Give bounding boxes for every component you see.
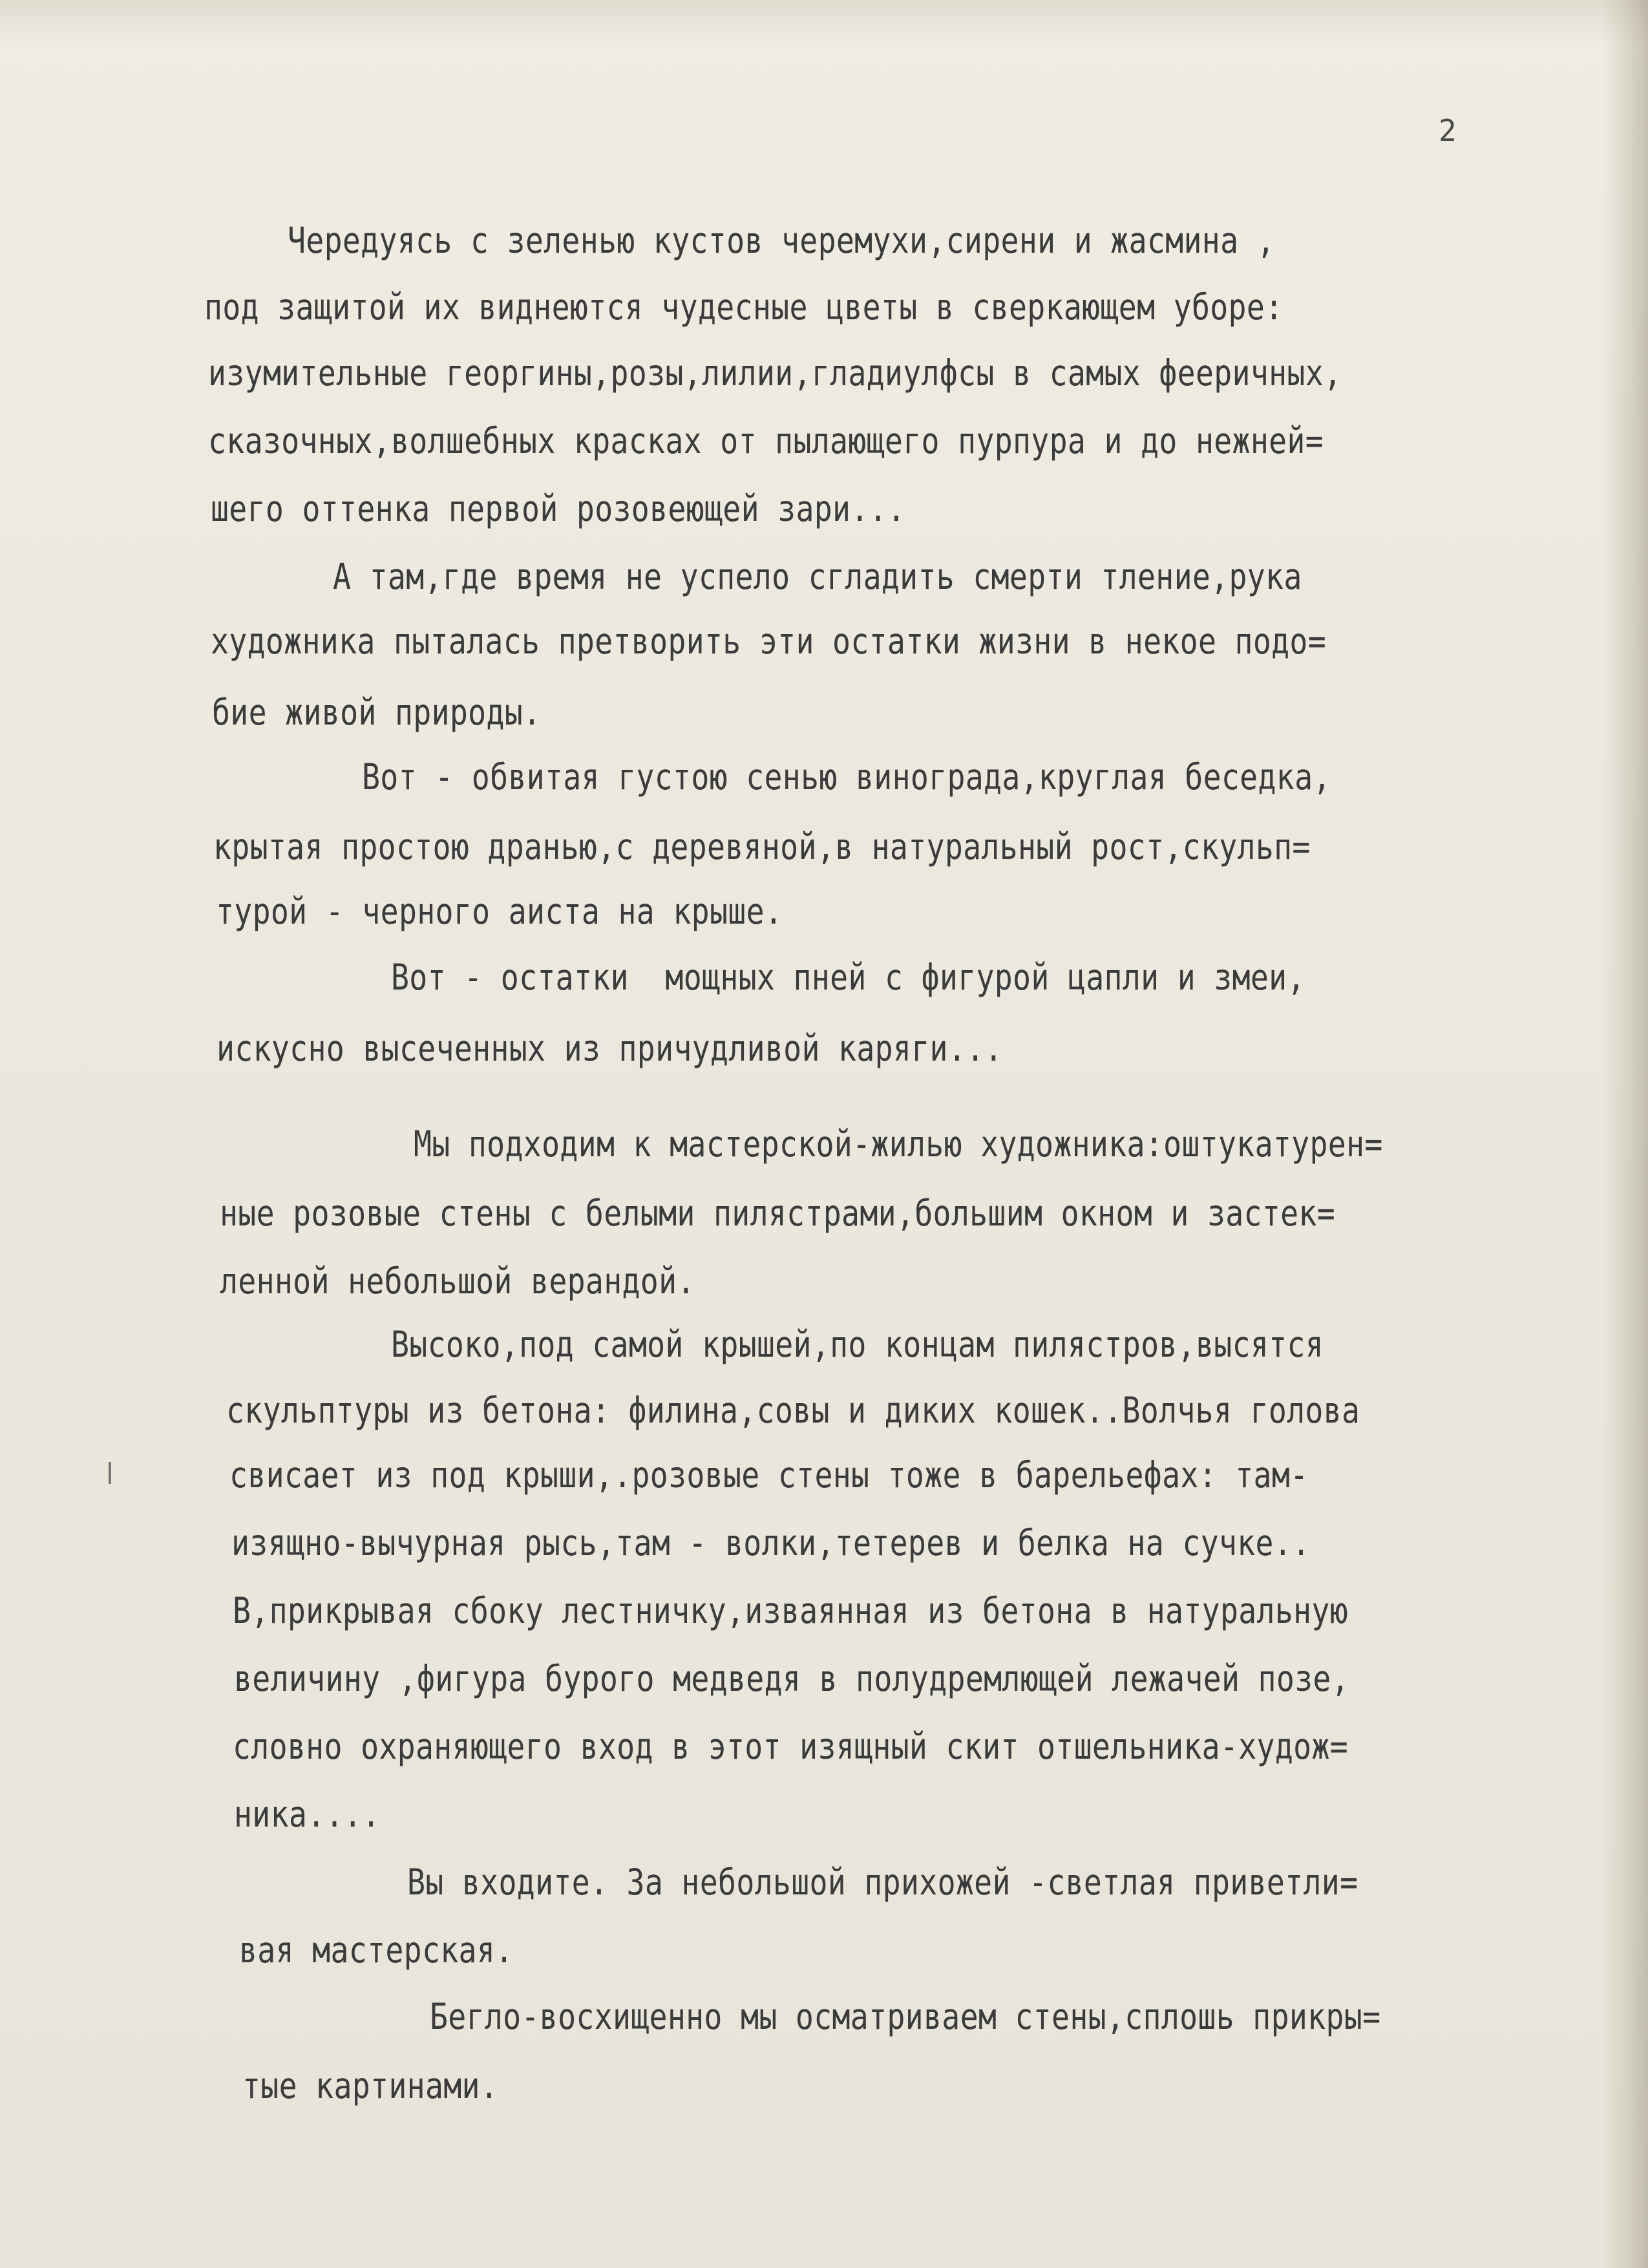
text-line: вая мастерская. [239,1929,514,1971]
text-line: шего оттенка первой розовеющей зари... [211,488,906,529]
text-line: ника.... [234,1794,381,1835]
text-line: крытая простою дранью,с деревяной,в натуральный рост,скульп= [213,826,1311,867]
text-line: турой - черного аиста на крыше. [216,891,783,932]
text-line: художника пыталась претворить эти остатки жизни в некое подо= [211,620,1327,662]
text-line: словно охраняющего вход в этот изящный скит отшельника-худож= [233,1726,1349,1767]
paper-right-edge [1603,0,1648,2268]
text-line: Чередуясь с зеленью кустов черемухи,сирени и жасмина , [288,220,1275,261]
text-line: ные розовые стены с белыми пилястрами,большим окном и застек= [220,1192,1336,1234]
text-line: под защитой их виднеются чудесные цветы в сверкающем уборе: [204,286,1284,328]
text-line: Вы входите. За небольшой прихожей -светлая приветли= [407,1861,1358,1903]
text-line: Вот - остатки мощных пней с фигурой цапли и змеи, [391,957,1305,998]
text-line: бие живой природы. [212,692,542,733]
text-line: тые картинами. [242,2065,499,2106]
text-line: Бегло-восхищенно мы осматриваем стены,сплошь прикры= [430,1996,1381,2037]
page-number: 2 [1439,113,1457,148]
text-line: величину ,фигура бурого медведя в полудремлющей лежачей позе, [234,1658,1350,1699]
text-line: сказочных,волшебных красках от пылающего пурпура и до нежней= [208,420,1324,461]
text-line: А там,где время не успело сгладить смерти тление,рука [333,556,1302,597]
text-line: ленной небольшой верандой. [220,1260,695,1302]
text-line: свисает из под крыши,.розовые стены тоже в барельефах: там- [229,1454,1309,1496]
text-line: В,прикрывая сбоку лестничку,изваянная из бетона в натуральную [233,1590,1349,1631]
text-line: скульптуры из бетона: филина,совы и диких кошек..Волчья голова [226,1390,1360,1431]
text-line: изумительные георгины,розы,лилии,гладиулфсы в самых фееричных, [208,352,1342,394]
text-line: Вот - обвитая густою сенью винограда,круглая беседка, [362,756,1331,798]
margin-mark [109,1462,111,1484]
paper-top-edge [0,0,1648,45]
text-line: Высоко,под самой крышей,по концам пилястров,высятся [391,1324,1324,1365]
text-line: искусно высеченных из причудливой каряги... [217,1028,1003,1069]
text-line: изящно-вычурная рысь,там - волки,тетерев и белка на сучке.. [231,1522,1311,1563]
text-line: Мы подходим к мастерской-жилью художника:оштукатурен= [414,1123,1383,1165]
